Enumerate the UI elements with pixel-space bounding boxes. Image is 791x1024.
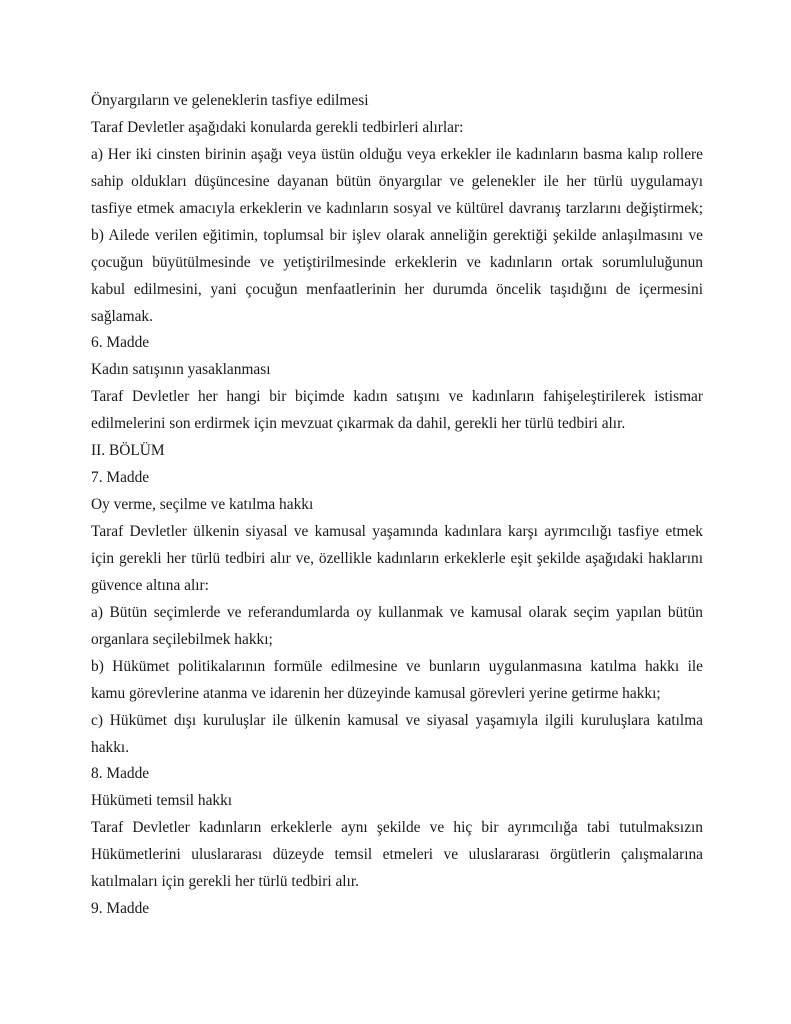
paragraph-line: kamu görevlerine atanma ve idarenin her düzeyinde kamusal görevleri yerine getirme hakkı; xyxy=(91,684,661,702)
paragraph-line: b) Ailede verilen eğitimin, toplumsal bir işlev olarak anneliğin gerektiği şekilde anlaşılmasını ve xyxy=(91,226,703,244)
paragraph-line: organlara seçilebilmek hakkı; xyxy=(91,630,273,648)
paragraph-line: b) Hükümet politikalarının formüle edilmesine ve bunların uygulanmasına katılma hakkı ile xyxy=(91,657,703,675)
article-heading: 8. Madde xyxy=(91,765,150,783)
paragraph-item-b xyxy=(91,223,703,331)
part-heading: II. BÖLÜM xyxy=(91,442,165,460)
paragraph-line: edilmelerini son erdirmek için mevzuat çıkarmak da dahil, gerekli her türlü tedbiri alır. xyxy=(91,415,626,433)
article-title: Hükümeti temsil hakkı xyxy=(91,792,233,810)
article-heading: 9. Madde xyxy=(91,900,150,918)
article-title: Oy verme, seçilme ve katılma hakkı xyxy=(91,496,314,514)
article-title: Kadın satışının yasaklanması xyxy=(91,361,271,379)
paragraph-line: a) Bütün seçimlerde ve referandumlarda oy kullanmak ve kamusal olarak seçim yapılan bütün xyxy=(91,603,703,621)
paragraph-line: a) Her iki cinsten birinin aşağı veya üstün olduğu veya erkekler ile kadınların basma kalıp rollere xyxy=(91,145,703,163)
paragraph-item-b xyxy=(91,654,703,708)
paragraph-line: Hükümetlerini uluslararası düzeyde temsil etmeleri ve uluslararası örgütlerin çalışmalarına xyxy=(91,846,703,864)
paragraph-line: Taraf Devletler her hangi bir biçimde kadın satışını ve kadınların fahişeleştirilerek istismar xyxy=(91,388,703,406)
paragraph-line: hakkı. xyxy=(91,738,130,756)
paragraph-line: sağlamak. xyxy=(91,307,153,325)
paragraph xyxy=(91,519,703,600)
paragraph-line: c) Hükümet dışı kuruluşlar ile ülkenin kamusal ve siyasal yaşamıyla ilgili kuruluşlara katılma xyxy=(91,711,703,729)
paragraph-line: güvence altına alır: xyxy=(91,576,209,594)
paragraph-line: çocuğun büyütülmesinde ve yetiştirilmesinde erkeklerin ve kadınların ortak sorumluluğunun xyxy=(91,253,703,271)
article-heading: 6. Madde xyxy=(91,334,150,352)
paragraph-item-a xyxy=(91,600,703,654)
paragraph-line: tasfiye etmek amacıyla erkeklerin ve kadınların sosyal ve kültürel davranış tarzlarını değiştirmek; xyxy=(91,199,703,217)
paragraph xyxy=(91,384,703,438)
paragraph-item-c xyxy=(91,708,703,762)
paragraph-line: sahip oldukları düşüncesine dayanan bütün önyargılar ve gelenekler ile her türlü uygulamayı xyxy=(91,172,703,190)
paragraph-line: kabul edilmesini, yani çocuğun menfaatlerinin her durumda öncelik taşıdığını de içermesini xyxy=(91,280,703,298)
article-heading: 7. Madde xyxy=(91,469,150,487)
paragraph xyxy=(91,815,703,896)
paragraph-line: katılmaları için gerekli her türlü tedbiri alır. xyxy=(91,873,359,891)
paragraph-line: Taraf Devletler ülkenin siyasal ve kamusal yaşamında kadınlara karşı ayrımcılığı tasfiye etmek xyxy=(91,523,703,540)
paragraph-item-a xyxy=(91,142,703,223)
paragraph-line: Taraf Devletler aşağıdaki konularda gerekli tedbirleri alırlar: xyxy=(91,118,464,136)
paragraph-line: Taraf Devletler kadınların erkeklerle aynı şekilde ve hiç bir ayrımcılığa tabi tutulmaksızın xyxy=(91,819,703,837)
document-page xyxy=(91,88,703,923)
section-heading: Önyargıların ve geleneklerin tasfiye edilmesi xyxy=(91,92,369,109)
paragraph-line: için gerekli her türlü tedbiri alır ve, özellikle kadınların erkeklerle eşit şekilde aşağıdaki haklarını xyxy=(91,549,703,567)
